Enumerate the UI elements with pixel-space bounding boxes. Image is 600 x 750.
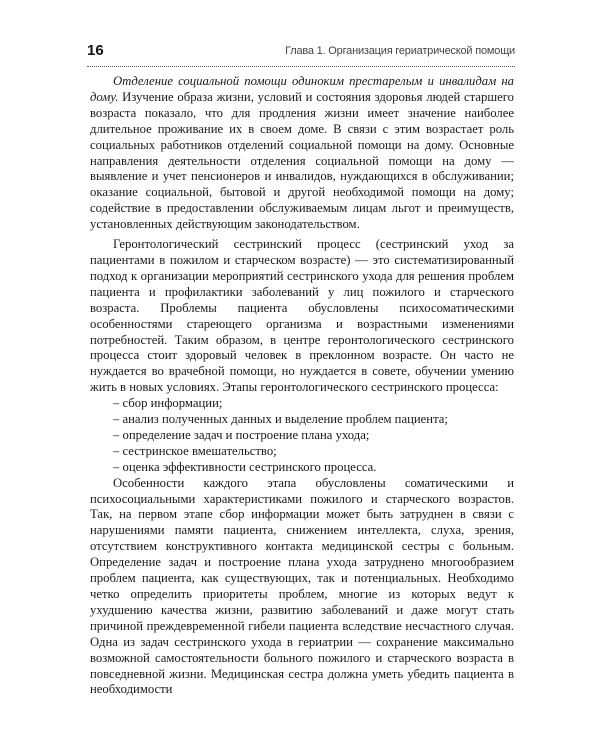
paragraph-stage-features: Особенности каждого этапа обусловлены соматическими и психосоциальными характеристиками пожилого и старческого возрастов. Так, на первом этапе сбор информации может быть затруднен в связи с нарушениями памяти пациента, снижением интеллекта, слуха, зрения, отсутствием конструктивного контакта медицинской сестры с больным. Определение задач и построение плана ухода затруднено многообразием проблем пациента, как существующих, так и потенциальных. Необходимо четко определить приоритеты проблем, многие из которых ведут к ухудшению качества жизни, развитию заболеваний и даже могут стать причиной преждевременной гибели пациента вследствие несчастного случая. Одна из задач сестринского ухода в гериатрии — сохранение максимально возможной самостоятельности больного пожилого и старческого возраста в повседневной жизни. Медицинская сестра должна уметь убедить пациента в необходимости [90, 475, 514, 697]
paragraph-nursing-process: Геронтологический сестринский процесс (сестринский уход за пациентами в пожилом и старческом возрасте) — это систематизированный подход к организации мероприятий сестринского ухода для решения проблем пациента и профилактики заболеваний у лиц пожилого и старческого возраста. Проблемы пациента обусловлены психосоматическими особенностями стареющего организма и возрастными изменениями потребностей. Таким образом, в центре геронтологического сестринского процесса стоит здоровый человек в преклонном возрасте. Он часто не нуждается во врачебной помощи, но нуждается в совете, обучении умению жить в новых условиях. Этапы геронтологического сестринского процесса: [90, 237, 514, 395]
process-stages-list [90, 396, 514, 476]
paragraph-text: Изучение образа жизни, условий и состояния здоровья людей старшего возраста показало, что для продления жизни имеет значение наиболее длительное проживание их в своем доме. В связи с этим возрастает роль социальных работников отделений социальной помощи на дому. Основные направления деятельности отделения социальной помощи на дому — выявление и учет пенсионеров и инвалидов, нуждающихся в обслуживании; оказание социальной, бытовой и другой необходимой помощи на дому; содействие в предоставлении обслуживаемым лицам льгот и преимуществ, установленных действующим законодательством. [90, 89, 514, 232]
list-item: – анализ полученных данных и выделение проблем пациента; [113, 412, 514, 428]
page-body [90, 74, 514, 698]
list-item: – оценка эффективности сестринского процесса. [113, 460, 514, 476]
chapter-title: Глава 1. Организация гериатрической помощи [285, 45, 515, 57]
running-header [87, 42, 515, 67]
paragraph-lead-italic: Отделение социальной помощи одиноким престарелым и инвалидам на дому. [90, 74, 514, 104]
list-item: – сбор информации; [113, 396, 514, 412]
list-item: – определение задач и построение плана ухода; [113, 428, 514, 444]
list-item: – сестринское вмешательство; [113, 444, 514, 460]
page-number: 16 [87, 42, 104, 59]
paragraph-social-help [90, 74, 514, 233]
